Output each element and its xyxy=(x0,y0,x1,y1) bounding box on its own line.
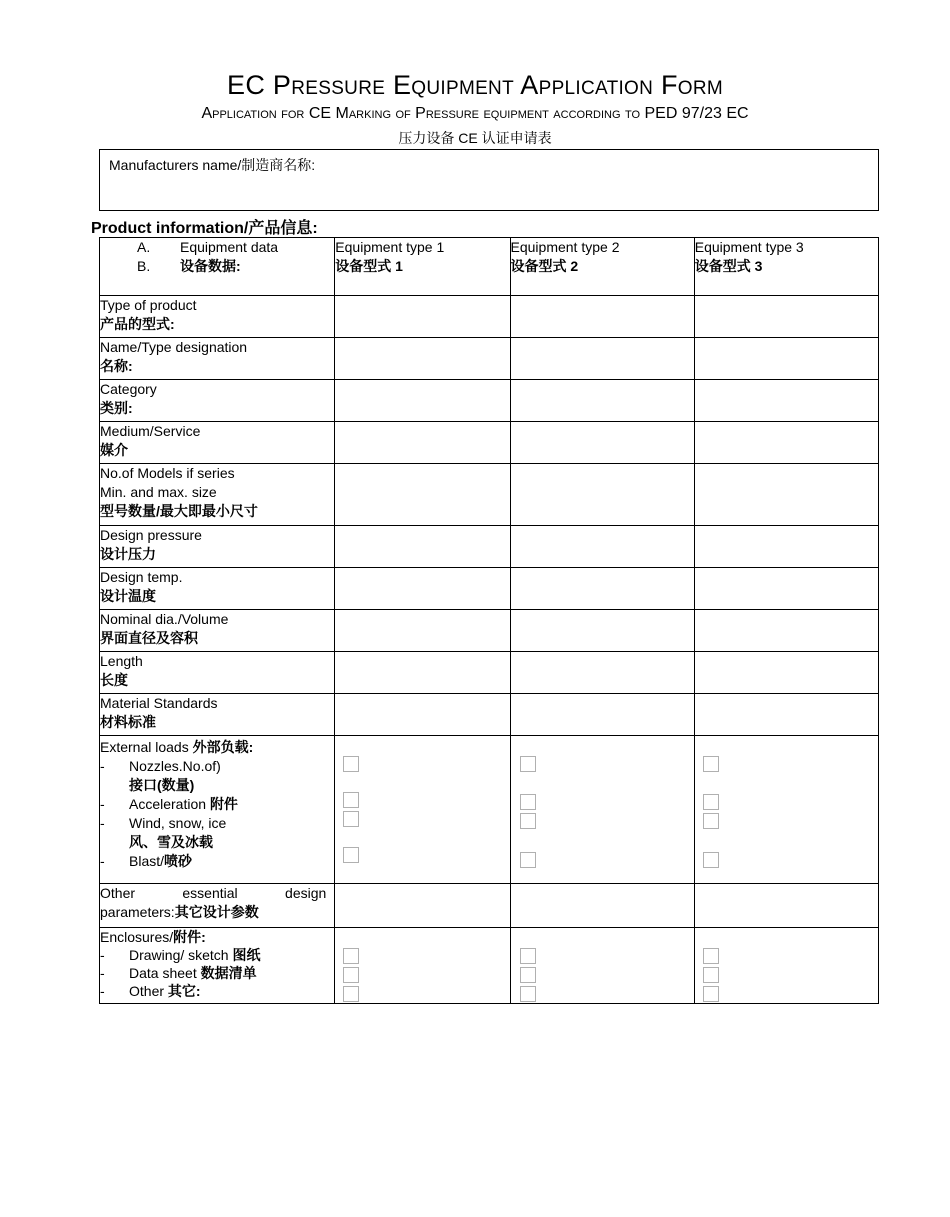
row-label-en: Category xyxy=(100,381,157,397)
table-row-length xyxy=(100,652,879,694)
data-sheet-checkbox[interactable] xyxy=(343,967,359,983)
type-1-cell[interactable] xyxy=(335,652,510,694)
type-2-cell[interactable] xyxy=(510,464,694,526)
blast-checkbox[interactable] xyxy=(520,852,536,868)
type-3-cell[interactable] xyxy=(694,296,878,338)
drawing-checkbox[interactable] xyxy=(703,948,719,964)
equipment-type-1-cn: 设备型式 1 xyxy=(335,258,403,274)
row-label-en: Name/Type designation xyxy=(100,339,248,355)
section-a-text: Equipment data xyxy=(180,239,279,255)
type-2-cell[interactable] xyxy=(510,526,694,568)
table-row-medium-service xyxy=(100,422,879,464)
list-item: - Wind, snow, ice xyxy=(100,815,227,831)
row-label xyxy=(100,296,335,338)
row-label-cn: 设计温度 xyxy=(100,588,156,604)
row-label-en: No.of Models if series xyxy=(100,465,235,481)
external-loads-title-cn: 外部负载: xyxy=(192,739,254,755)
row-label xyxy=(100,422,335,464)
table-row-nominal-dia xyxy=(100,610,879,652)
row-label xyxy=(100,610,335,652)
type-3-cell[interactable] xyxy=(694,380,878,422)
row-label-en: Nominal dia./Volume xyxy=(100,611,229,627)
row-label-cn: 长度 xyxy=(100,672,128,688)
equipment-data-header xyxy=(100,238,335,296)
row-label-cn: 型号数量/最大即最小尺寸 xyxy=(100,503,258,519)
row-label-en: Medium/Service xyxy=(100,423,201,439)
other-parameters-label: Other essential design parameters:其它设计参数 xyxy=(100,884,335,928)
row-label xyxy=(100,464,335,526)
type-3-cell[interactable] xyxy=(694,464,878,526)
type-2-cell[interactable] xyxy=(510,610,694,652)
type-1-cell xyxy=(335,736,510,884)
type-3-cell[interactable] xyxy=(694,652,878,694)
type-3-cell xyxy=(694,928,878,1004)
type-1-cell[interactable] xyxy=(335,884,510,928)
row-label-cn: 产品的型式: xyxy=(100,316,175,332)
type-2-cell[interactable] xyxy=(510,884,694,928)
type-2-cell[interactable] xyxy=(510,568,694,610)
type-1-cell[interactable] xyxy=(335,610,510,652)
type-1-cell[interactable] xyxy=(335,568,510,610)
row-label xyxy=(100,526,335,568)
list-item: - Other 其它: xyxy=(100,983,201,999)
enclosures-label: Enclosures/附件: - Drawing/ sketch 图纸 - Data sheet 数据清单 - Other 其它: xyxy=(100,928,335,1004)
row-label-en-2: Min. and max. size xyxy=(100,484,217,500)
row-label-en: Design temp. xyxy=(100,569,183,585)
blast-checkbox[interactable] xyxy=(703,852,719,868)
data-sheet-checkbox[interactable] xyxy=(520,967,536,983)
row-label xyxy=(100,380,335,422)
other-enclosure-checkbox[interactable] xyxy=(520,986,536,1002)
equipment-type-2-header xyxy=(510,238,694,296)
equipment-type-2-en: Equipment type 2 xyxy=(510,239,620,255)
row-label xyxy=(100,652,335,694)
type-3-cell[interactable] xyxy=(694,422,878,464)
table-row-design-temp xyxy=(100,568,879,610)
other-enclosure-checkbox[interactable] xyxy=(343,986,359,1002)
list-item: - Drawing/ sketch 图纸 xyxy=(100,947,261,963)
manufacturer-name-field[interactable] xyxy=(99,149,879,211)
equipment-type-3-header xyxy=(694,238,878,296)
equipment-type-1-en: Equipment type 1 xyxy=(335,239,445,255)
acceleration-checkbox[interactable] xyxy=(343,792,359,808)
row-label-cn: 界面直径及容积 xyxy=(100,630,198,646)
table-row-type-of-product xyxy=(100,296,879,338)
type-2-cell xyxy=(510,928,694,1004)
external-loads-label xyxy=(100,736,335,884)
row-label-cn: 材料标准 xyxy=(100,714,156,730)
row-label xyxy=(100,338,335,380)
row-label-cn: 名称: xyxy=(100,358,133,374)
row-label xyxy=(100,568,335,610)
row-label-cn: 设计压力 xyxy=(100,546,156,562)
list-item: - Nozzles.No.of) xyxy=(100,758,221,774)
list-item: - Blast/喷砂 xyxy=(100,853,193,869)
type-3-cell[interactable] xyxy=(694,338,878,380)
type-2-cell[interactable] xyxy=(510,694,694,736)
equipment-type-3-cn: 设备型式 3 xyxy=(694,258,763,274)
section-b-label: B. xyxy=(137,258,151,274)
section-a-label: A. xyxy=(137,239,151,255)
wind-snow-ice-checkbox[interactable] xyxy=(520,813,536,829)
list-item: - Acceleration 附件 xyxy=(100,796,238,812)
product-info-heading: Product information/产品信息: xyxy=(91,220,318,237)
nozzles-checkbox[interactable] xyxy=(520,756,536,772)
form-title: EC Pressure Equipment Application Form xyxy=(227,70,723,100)
type-3-cell[interactable] xyxy=(694,568,878,610)
row-label-cn: 类别: xyxy=(100,400,133,416)
wind-snow-ice-checkbox[interactable] xyxy=(703,813,719,829)
type-2-cell[interactable] xyxy=(510,652,694,694)
list-item: - Data sheet 数据清单 xyxy=(100,965,257,981)
table-row-external-loads xyxy=(100,736,879,884)
row-label-en: Material Standards xyxy=(100,695,218,711)
type-3-cell[interactable] xyxy=(694,610,878,652)
table-row-models-size xyxy=(100,464,879,526)
type-3-cell xyxy=(694,736,878,884)
form-subtitle-cn: 压力设备 CE 认证申请表 xyxy=(398,130,552,146)
acceleration-checkbox[interactable] xyxy=(703,794,719,810)
type-2-cell[interactable] xyxy=(510,296,694,338)
table-row-category xyxy=(100,380,879,422)
table-row-name-designation xyxy=(100,338,879,380)
type-3-cell[interactable] xyxy=(694,884,878,928)
type-1-cell[interactable] xyxy=(335,422,510,464)
table-row-material-standards xyxy=(100,694,879,736)
type-1-cell[interactable] xyxy=(335,694,510,736)
row-label-en: Length xyxy=(100,653,143,669)
row-label-en: Design pressure xyxy=(100,527,202,543)
type-1-cell xyxy=(335,928,510,1004)
type-1-cell[interactable] xyxy=(335,338,510,380)
type-2-cell[interactable] xyxy=(510,422,694,464)
section-b-text: 设备数据: xyxy=(180,258,241,274)
type-3-cell[interactable] xyxy=(694,694,878,736)
list-item-cn: 风、雪及冰载 xyxy=(129,834,213,850)
equipment-type-2-cn: 设备型式 2 xyxy=(510,258,579,274)
equipment-type-1-header xyxy=(335,238,510,296)
row-label-en: Type of product xyxy=(100,297,197,313)
drawing-checkbox[interactable] xyxy=(343,948,359,964)
row-label-cn: 媒介 xyxy=(100,442,128,458)
wind-snow-ice-checkbox[interactable] xyxy=(343,811,359,827)
type-3-cell[interactable] xyxy=(694,526,878,568)
table-row-other-parameters xyxy=(100,884,879,928)
type-2-cell xyxy=(510,736,694,884)
equipment-type-3-en: Equipment type 3 xyxy=(694,239,804,255)
blast-checkbox[interactable] xyxy=(343,847,359,863)
drawing-checkbox[interactable] xyxy=(520,948,536,964)
nozzles-checkbox[interactable] xyxy=(703,756,719,772)
type-2-cell[interactable] xyxy=(510,380,694,422)
type-1-cell[interactable] xyxy=(335,526,510,568)
other-enclosure-checkbox[interactable] xyxy=(703,986,719,1002)
type-1-cell[interactable] xyxy=(335,380,510,422)
form-subtitle: Application for CE Marking of Pressure equipment according to PED 97/23 EC xyxy=(201,105,749,122)
external-loads-title-en: External loads xyxy=(100,739,189,755)
equipment-data-table xyxy=(99,237,879,1004)
table-row-design-pressure xyxy=(100,526,879,568)
type-1-cell[interactable] xyxy=(335,296,510,338)
manufacturer-name-label: Manufacturers name/制造商名称: xyxy=(109,157,316,173)
type-2-cell[interactable] xyxy=(510,338,694,380)
table-header-row xyxy=(100,238,879,296)
nozzles-checkbox[interactable] xyxy=(343,756,359,772)
type-1-cell[interactable] xyxy=(335,464,510,526)
table-row-enclosures xyxy=(100,928,879,1004)
row-label xyxy=(100,694,335,736)
list-item-cn: 接口(数量) xyxy=(129,777,195,793)
data-sheet-checkbox[interactable] xyxy=(703,967,719,983)
acceleration-checkbox[interactable] xyxy=(520,794,536,810)
